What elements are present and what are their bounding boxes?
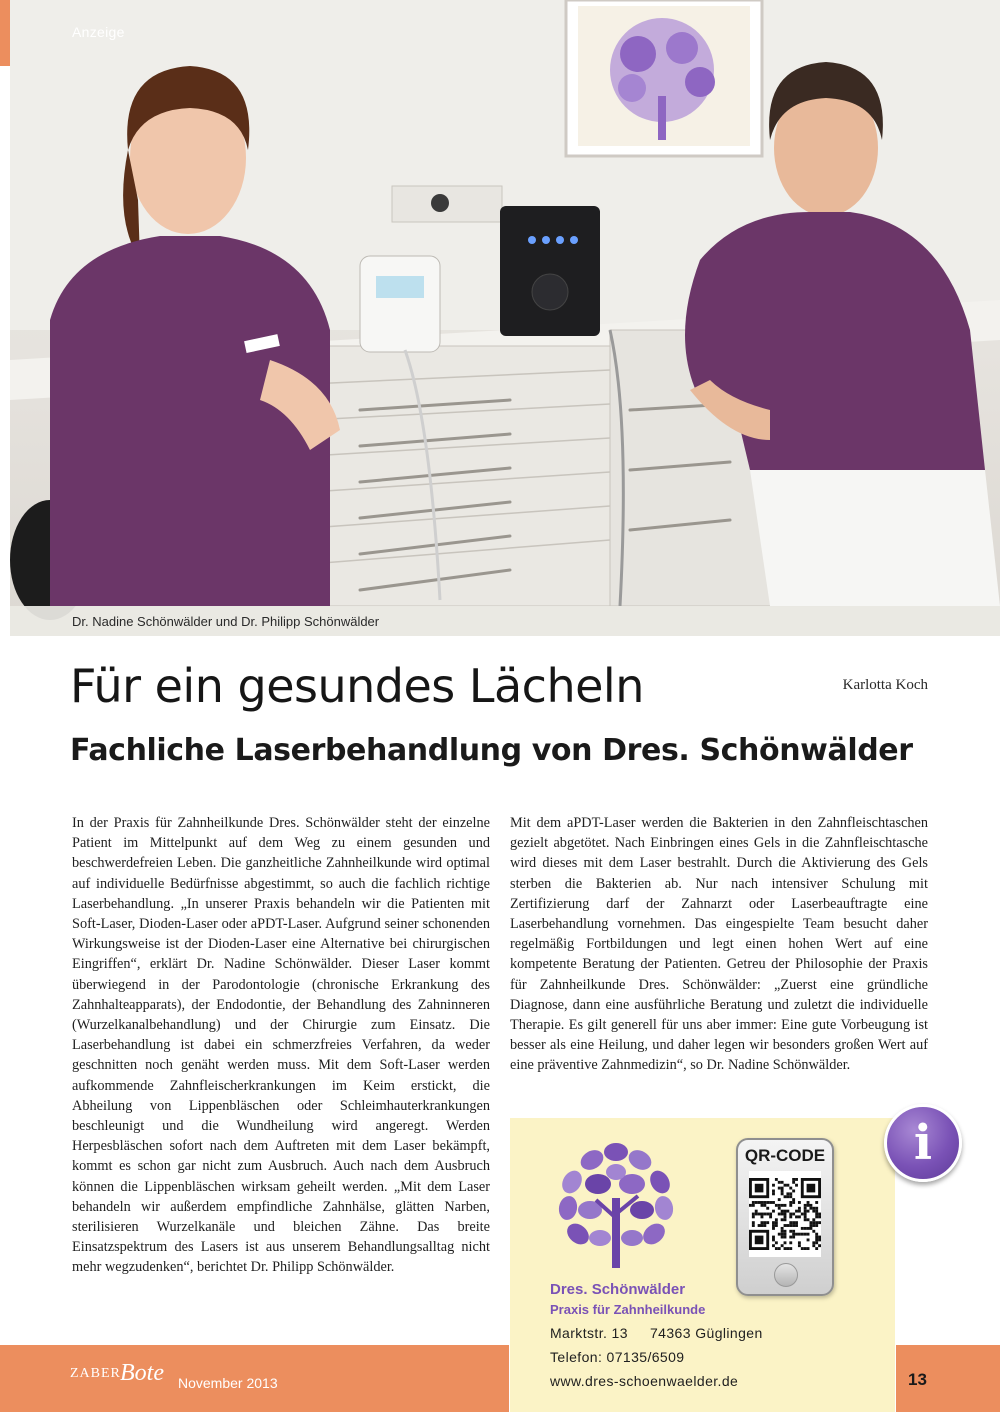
- article-subtitle: Fachliche Laserbehandlung von Dres. Schönwälder: [70, 733, 913, 768]
- qr-code-pattern: [749, 1171, 821, 1257]
- address-street: Marktstr. 13: [550, 1325, 628, 1341]
- info-glyph: i: [913, 1115, 933, 1171]
- article-column-right: Mit dem aPDT-Laser werden die Bakterien in den Zahnfleischtaschen gezielt abgetötet. Nach Einbringen eines Gels in die Zahnfleischtasche wird dieses mit dem Laser bestrahlt. Durch die Aktivierung des Gels sterben die Bakterien ab. Nur nach intensiver Schulung mit Zertifizierung darf der Zahnarzt oder Laserbeauftragte eine Laserbehandlung vornehmen. Das eingespielte Team besucht daher regelmäßig Fortbildungen und legt einen hohen Wert auf eine kompetente Beratung der Patienten. Getreu der Philosophie der Praxis für Zahnheilkunde Dres. Schönwälder: „Zuerst eine gründliche Diagnose, dann eine ausführliche Beratung und zuletzt die individuelle Therapie. Es gilt generell für uns aber immer: Eine gute Vorbeugung ist besser als eine Heilung, und daher legen wir besonders großen Wert auf eine präventive Zahnmedizin“, so Dr. Nadine Schönwälder.: [510, 815, 928, 1074]
- info-icon: [884, 1104, 962, 1182]
- photo-illustration: [10, 0, 1000, 636]
- practice-subtitle: Praxis für Zahnheilkunde: [550, 1302, 706, 1317]
- magazine-brand-bote: Bote: [120, 1360, 164, 1386]
- magazine-brand-zaber: ZABER: [70, 1366, 121, 1381]
- article-column-left: In der Praxis für Zahnheilkunde Dres. Schönwälder steht der einzelne Patient im Mittelpunkt auf dem Weg zu einem gesunden und beschwerdefreien Leben. Die ganzheitliche Zahnheilkunde wird optimal auf individuelle Bedürfnisse abgestimmt, so auch die fachlich richtige Laserbehandlung. „In unserer Praxis behandeln wir die Patienten mit Soft-Laser, Dioden-Laser oder aPDT-Laser. Aufgrund seiner schonenden Wirkungsweise ist der Dioden-Laser eine Alternative bei chirurgischen Eingriffen“, erklärt Dr. Nadine Schönwälder. Dieser Laser kommt überwiegend in der Parodontologie (chronische Erkrankung des Zahnhalteapparats), der Endodontie, der Behandlung des Zahninneren (Wurzelkanalbehandlung) und der Chirurgie zum Einsatz. Die Laserbehandlung ist dabei ein schmerzfreies Verfahren, da weder geschnitten noch genäht werden muss. Mit dem Soft-Laser werden aufkommende Zahnfleischerkrankungen im Keim erstickt, die Abheilung von Lippenbläschen oder Schleimhauterkrankungen beschleunigt und die Wundheilung wird angeregt. Werden Herpesbläschen sofort nach dem Auftreten mit dem Laser bekämpft, kommt es schon gar nicht zum Ausbruch. Auch nach dem Ausbruch können die Lippenbläschen wirksam geheilt werden. „Mit dem Laser behandeln wir außerdem empfindliche Zahnhälse, glätten Narben, sterilisieren Wurzelkanäle und bleichen Zähne. Das breite Einsatzspektrum des Lasers ist aus unserem Behandlungsalltag nicht mehr wegzudenken“, berichtet Dr. Philipp Schönwälder.: [72, 815, 490, 1276]
- ad-label: Anzeige: [72, 24, 125, 40]
- address-city: 74363 Güglingen: [650, 1325, 763, 1341]
- practice-name: Dres. Schönwälder: [550, 1281, 686, 1298]
- orange-accent-strip: [0, 0, 10, 66]
- website-link[interactable]: www.dres-schoenwaelder.de: [550, 1373, 739, 1389]
- issue-date: November 2013: [178, 1375, 278, 1391]
- phone-home-button-icon: [774, 1263, 798, 1287]
- photo-caption: Dr. Nadine Schönwälder und Dr. Philipp Schönwälder: [72, 614, 380, 629]
- article-author: Karlotta Koch: [842, 677, 928, 693]
- hero-photo: [10, 0, 1000, 636]
- practice-tree-logo-icon: [548, 1138, 684, 1274]
- article-title: Für ein gesundes Lächeln: [70, 659, 644, 713]
- photo-caption-bar: [10, 606, 1000, 636]
- qr-code-icon[interactable]: [749, 1171, 821, 1257]
- page-number: 13: [908, 1370, 927, 1389]
- phone-number: Telefon: 07135/6509: [550, 1349, 685, 1365]
- qr-code-label: QR-CODE: [744, 1146, 826, 1165]
- qr-code-phone-graphic: [736, 1138, 834, 1296]
